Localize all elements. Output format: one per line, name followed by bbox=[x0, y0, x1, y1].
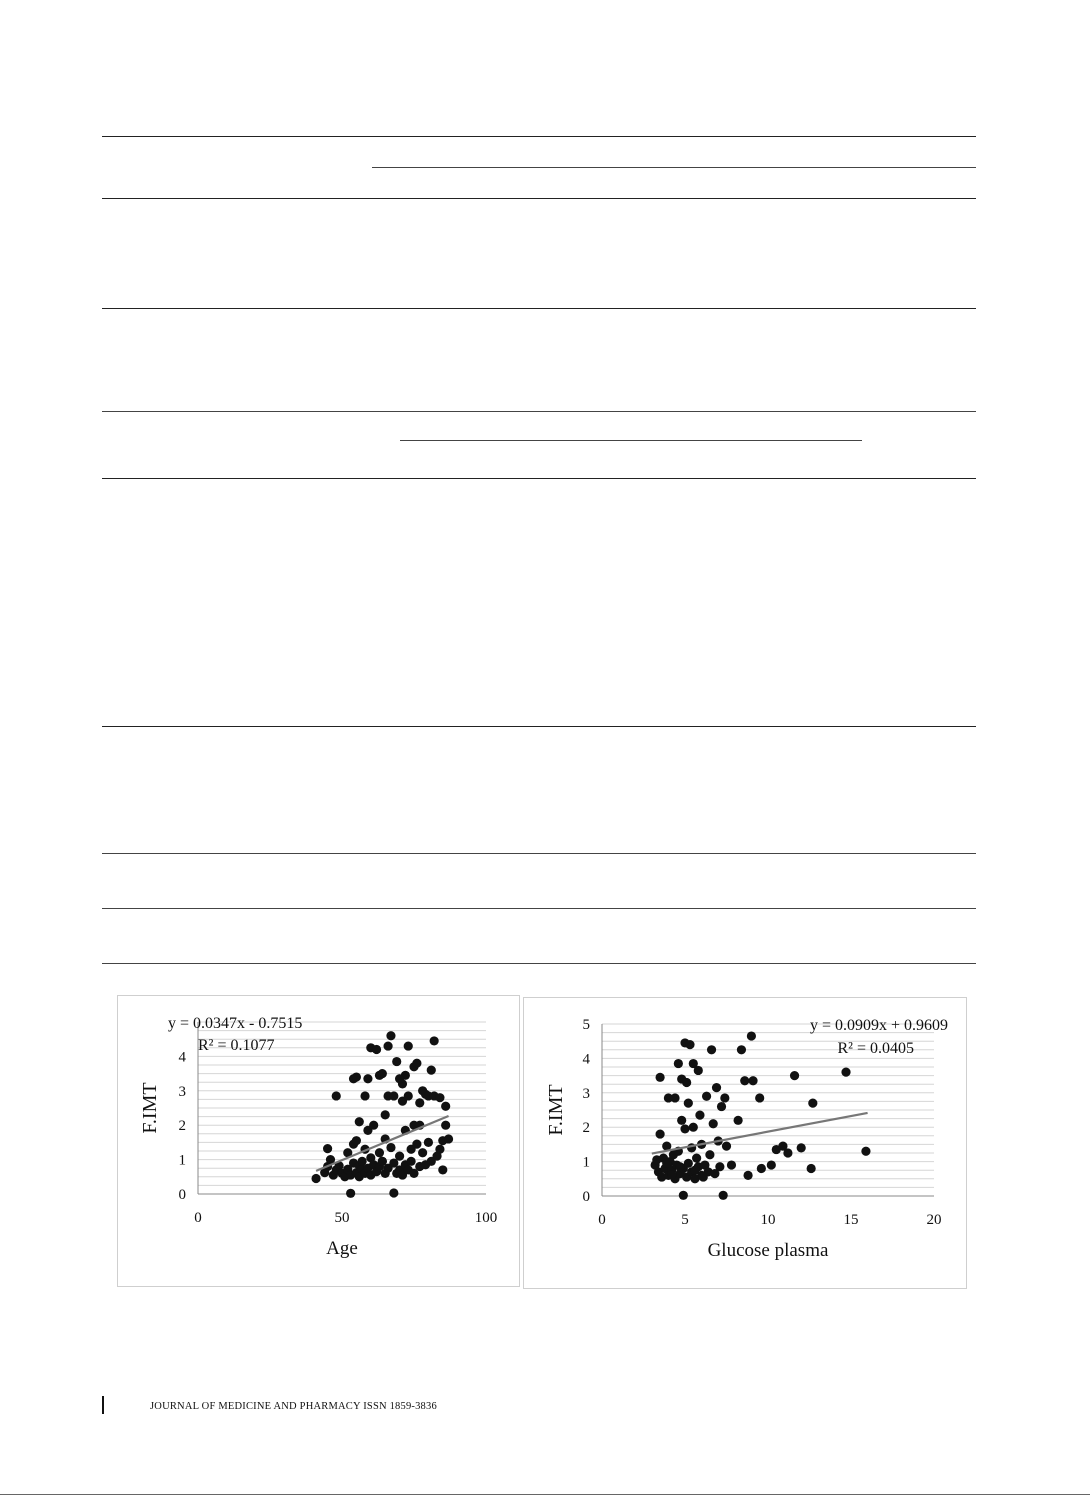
data-point bbox=[395, 1074, 404, 1083]
data-point bbox=[720, 1093, 729, 1102]
data-point bbox=[441, 1102, 450, 1111]
table-rule-header-bottom bbox=[102, 198, 976, 199]
chart-age-frame bbox=[117, 995, 520, 1287]
chart-age bbox=[118, 996, 519, 1286]
data-point bbox=[861, 1147, 870, 1156]
table-rule-row6 bbox=[102, 908, 976, 909]
table-rule-sub bbox=[372, 167, 976, 168]
y-tick-label: 0 bbox=[178, 1187, 186, 1203]
data-point bbox=[685, 1040, 694, 1049]
data-point bbox=[717, 1102, 726, 1111]
data-point bbox=[712, 1083, 721, 1092]
data-point bbox=[656, 1073, 665, 1082]
data-point bbox=[375, 1148, 384, 1157]
data-point bbox=[675, 1162, 684, 1171]
x-tick-label: 50 bbox=[334, 1210, 350, 1226]
data-point bbox=[783, 1148, 792, 1157]
data-point bbox=[355, 1117, 364, 1126]
y-tick-label: 2 bbox=[178, 1118, 186, 1135]
y-tick-label: 3 bbox=[178, 1083, 186, 1100]
data-point bbox=[690, 1166, 699, 1175]
data-point bbox=[727, 1160, 736, 1169]
data-point bbox=[404, 1041, 413, 1050]
data-point bbox=[389, 1091, 398, 1100]
data-point bbox=[702, 1092, 711, 1101]
data-point bbox=[369, 1121, 378, 1130]
data-point bbox=[311, 1174, 320, 1183]
x-tick-label: 5 bbox=[681, 1212, 689, 1228]
table-rule-row4 bbox=[102, 726, 976, 727]
y-axis-label: F.IMT bbox=[139, 1082, 161, 1134]
data-point bbox=[682, 1078, 691, 1087]
data-point bbox=[684, 1159, 693, 1168]
data-point bbox=[404, 1091, 413, 1100]
footer-bar bbox=[102, 1396, 104, 1414]
r-squared-label: R² = 0.0405 bbox=[837, 1040, 914, 1057]
data-point bbox=[438, 1165, 447, 1174]
x-tick-label: 0 bbox=[194, 1210, 202, 1226]
data-point bbox=[352, 1136, 361, 1145]
data-point bbox=[323, 1144, 332, 1153]
table-rule-row2 bbox=[102, 411, 976, 412]
data-point bbox=[360, 1091, 369, 1100]
data-point bbox=[441, 1121, 450, 1130]
trendline-equation: y = 0.0909x + 0.9609 bbox=[809, 1017, 948, 1034]
page-bottom-rule bbox=[0, 1494, 1090, 1495]
data-point bbox=[407, 1157, 416, 1166]
data-point bbox=[435, 1145, 444, 1154]
data-point bbox=[412, 1059, 421, 1068]
data-point bbox=[662, 1159, 671, 1168]
chart-glucose-frame bbox=[523, 997, 967, 1289]
x-tick-label: 10 bbox=[760, 1212, 776, 1228]
data-point bbox=[692, 1154, 701, 1163]
data-point bbox=[740, 1076, 749, 1085]
data-point bbox=[386, 1143, 395, 1152]
y-tick-label: 3 bbox=[582, 1085, 590, 1102]
table-rule-row5 bbox=[102, 853, 976, 854]
data-point bbox=[790, 1071, 799, 1080]
y-axis-label: F.IMT bbox=[545, 1084, 567, 1136]
data-point bbox=[715, 1162, 724, 1171]
table-rule-row3 bbox=[102, 478, 976, 479]
x-tick-label: 100 bbox=[474, 1210, 498, 1226]
data-point bbox=[427, 1066, 436, 1075]
data-point bbox=[674, 1059, 683, 1068]
data-point bbox=[707, 1045, 716, 1054]
data-point bbox=[670, 1093, 679, 1102]
data-point bbox=[755, 1093, 764, 1102]
data-point bbox=[747, 1031, 756, 1040]
data-point bbox=[389, 1188, 398, 1197]
data-point bbox=[705, 1150, 714, 1159]
data-point bbox=[415, 1098, 424, 1107]
data-point bbox=[719, 1191, 728, 1200]
data-point bbox=[757, 1164, 766, 1173]
x-tick-label: 15 bbox=[843, 1212, 859, 1228]
data-point bbox=[748, 1076, 757, 1085]
trendline-equation: y = 0.0347x - 0.7515 bbox=[168, 1015, 303, 1032]
data-point bbox=[699, 1172, 708, 1181]
y-tick-label: 2 bbox=[582, 1120, 590, 1137]
data-point bbox=[412, 1140, 421, 1149]
data-point bbox=[743, 1171, 752, 1180]
data-point bbox=[392, 1057, 401, 1066]
data-point bbox=[383, 1041, 392, 1050]
data-point bbox=[841, 1068, 850, 1077]
table-rule-span bbox=[400, 440, 862, 441]
r-squared-label: R² = 0.1077 bbox=[198, 1037, 275, 1054]
y-tick-label: 4 bbox=[178, 1049, 186, 1066]
footer-journal: JOURNAL OF MEDICINE AND PHARMACY ISSN 1859-3836 bbox=[150, 1401, 437, 1412]
data-point bbox=[808, 1099, 817, 1108]
data-point bbox=[684, 1099, 693, 1108]
data-point bbox=[667, 1170, 676, 1179]
table-rule-row1 bbox=[102, 308, 976, 309]
data-point bbox=[767, 1160, 776, 1169]
data-point bbox=[722, 1142, 731, 1151]
data-point bbox=[680, 1124, 689, 1133]
data-point bbox=[677, 1116, 686, 1125]
data-point bbox=[435, 1093, 444, 1102]
y-tick-label: 1 bbox=[178, 1152, 186, 1169]
data-point bbox=[395, 1152, 404, 1161]
x-tick-label: 0 bbox=[598, 1212, 606, 1228]
data-point bbox=[807, 1164, 816, 1173]
data-point bbox=[363, 1074, 372, 1083]
data-point bbox=[695, 1111, 704, 1120]
y-tick-label: 5 bbox=[582, 1017, 590, 1033]
table-rule-top bbox=[102, 136, 976, 137]
data-point bbox=[381, 1110, 390, 1119]
data-point bbox=[444, 1134, 453, 1143]
data-point bbox=[372, 1045, 381, 1054]
data-point bbox=[656, 1129, 665, 1138]
data-point bbox=[430, 1036, 439, 1045]
data-point bbox=[424, 1138, 433, 1147]
data-point bbox=[346, 1189, 355, 1198]
data-point bbox=[378, 1069, 387, 1078]
data-point bbox=[679, 1191, 688, 1200]
data-point bbox=[378, 1157, 387, 1166]
data-point bbox=[709, 1119, 718, 1128]
data-point bbox=[352, 1072, 361, 1081]
x-axis-label: Age bbox=[326, 1238, 358, 1259]
chart-glucose bbox=[524, 998, 966, 1288]
data-point bbox=[737, 1045, 746, 1054]
data-point bbox=[418, 1148, 427, 1157]
x-axis-label: Glucose plasma bbox=[707, 1240, 829, 1261]
y-tick-label: 4 bbox=[582, 1051, 590, 1068]
y-tick-label: 0 bbox=[582, 1189, 590, 1205]
data-point bbox=[689, 1123, 698, 1132]
data-point bbox=[734, 1116, 743, 1125]
data-point bbox=[797, 1143, 806, 1152]
data-point bbox=[332, 1091, 341, 1100]
x-tick-label: 20 bbox=[926, 1212, 942, 1228]
y-tick-label: 1 bbox=[582, 1154, 590, 1171]
data-point bbox=[386, 1031, 395, 1040]
table-rule-bottom bbox=[102, 963, 976, 964]
data-point bbox=[694, 1066, 703, 1075]
